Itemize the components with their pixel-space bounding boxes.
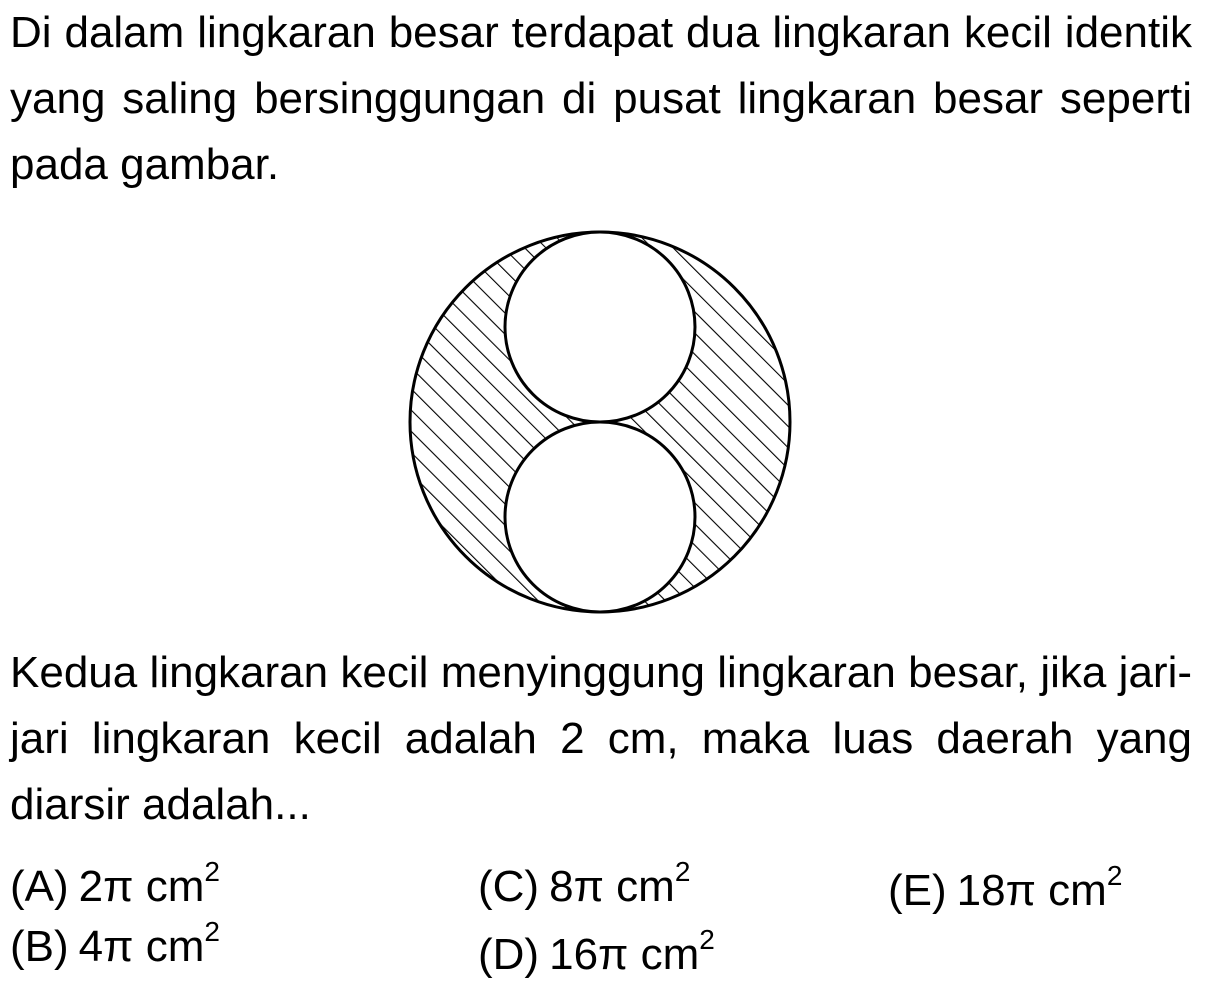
- option-d-exponent: 2: [699, 924, 715, 956]
- option-d-label: (D): [478, 930, 540, 979]
- option-c-label: (C): [478, 862, 540, 911]
- circle-diagram: [380, 210, 820, 630]
- option-c[interactable]: [478, 856, 691, 912]
- option-a[interactable]: [10, 856, 220, 912]
- option-c-value: 8π cm: [549, 862, 675, 911]
- circle-figure-svg: [380, 210, 820, 630]
- option-b-label: (B): [10, 922, 69, 971]
- small-circle-top: [505, 232, 695, 422]
- option-e[interactable]: [888, 860, 1123, 916]
- option-b-exponent: 2: [204, 916, 220, 948]
- option-c-exponent: 2: [674, 856, 691, 888]
- problem-intro: Di dalam lingkaran besar terdapat dua lingkaran kecil identik yang saling bersinggungan di pusat lingkaran besar seperti pada gambar.: [10, 8, 1192, 189]
- option-a-label: (A): [10, 862, 69, 911]
- option-b[interactable]: [10, 916, 220, 972]
- option-a-value: 2π cm: [78, 862, 205, 911]
- option-d[interactable]: [478, 924, 715, 980]
- option-b-value: 4π cm: [78, 922, 205, 971]
- option-e-label: (E): [888, 866, 947, 915]
- problem-question: Kedua lingkaran kecil menyinggung lingkaran besar, jika jari-jari lingkaran kecil adalah 2 cm, maka luas daerah yang diarsir adalah...: [10, 648, 1192, 829]
- option-d-value: 16π cm: [549, 930, 700, 979]
- option-e-value: 18π cm: [956, 866, 1107, 915]
- option-a-exponent: 2: [204, 856, 220, 888]
- small-circle-bottom: [505, 422, 695, 612]
- option-e-exponent: 2: [1106, 860, 1123, 892]
